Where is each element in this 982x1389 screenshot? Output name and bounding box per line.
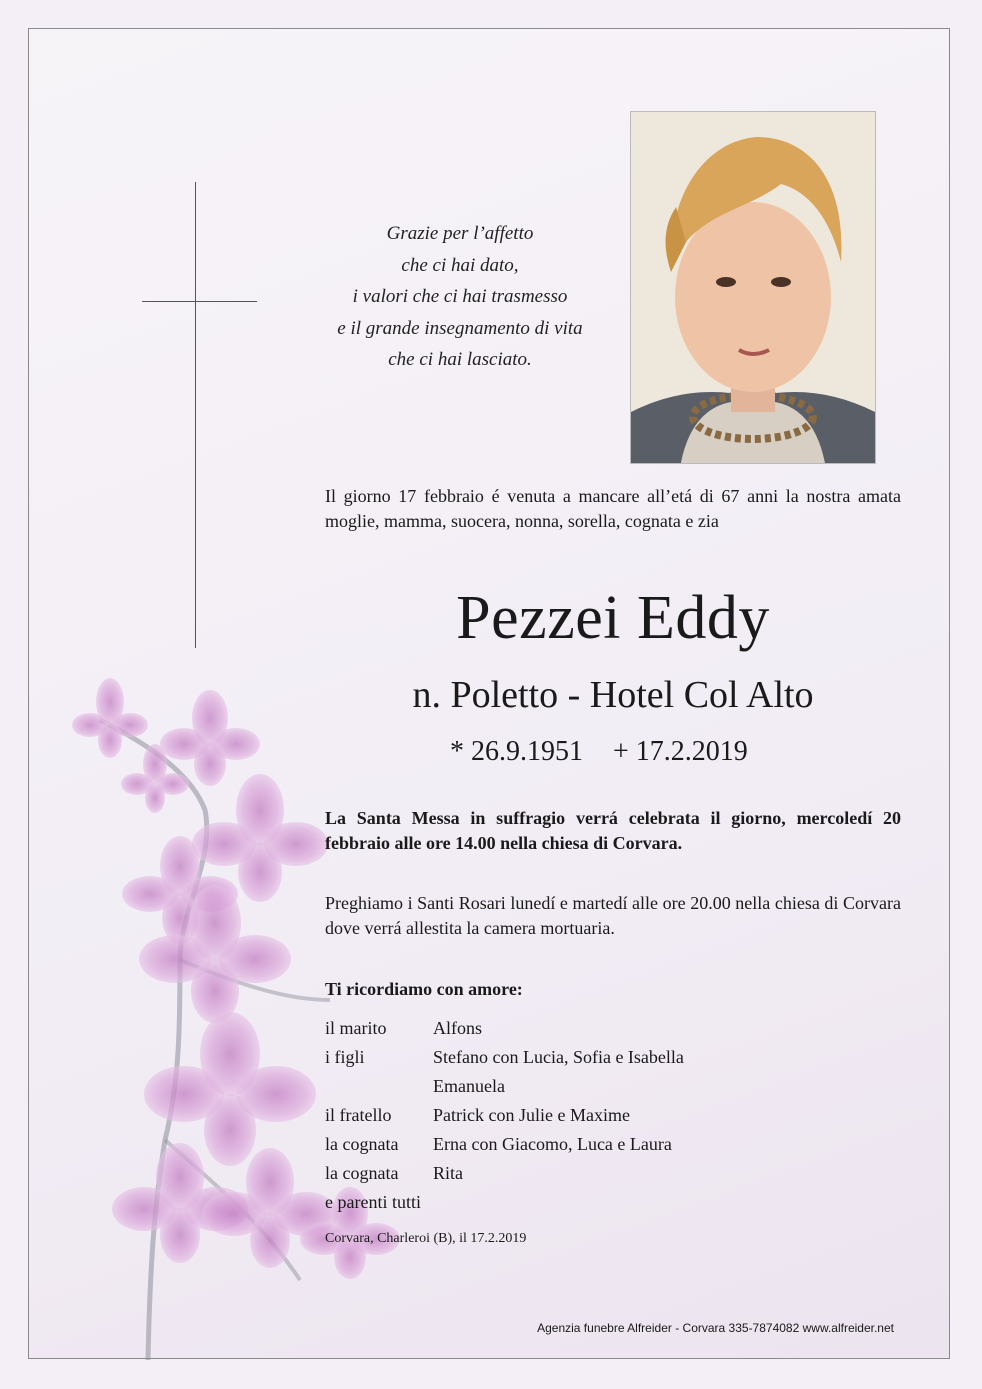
poem-line: che ci hai dato, <box>401 254 519 276</box>
poem-line: i valori che ci hai trasmesso <box>352 286 568 307</box>
poem-line: che ci hai lasciato. <box>388 349 532 370</box>
poem <box>300 218 620 376</box>
family-names: Patrick con Julie e Maxime <box>433 1105 630 1125</box>
family-names: Erna con Giacomo, Luca e Laura <box>433 1134 672 1154</box>
mass-announcement: La Santa Messa in suffragio verrá celebrata il giorno, mercoledí 20 febbraio alle ore 14.00 nella chiesa di Corvara. <box>325 808 901 853</box>
family-relation: la cognata <box>325 1163 399 1183</box>
family-names: Alfons <box>433 1018 482 1038</box>
family-names: Stefano con Lucia, Sofia e Isabella <box>433 1047 684 1067</box>
family-names: Emanuela <box>433 1076 505 1096</box>
family-relation: e parenti tutti <box>325 1192 421 1212</box>
deceased-name: Pezzei Eddy <box>456 584 770 652</box>
family-relation: il fratello <box>325 1105 392 1125</box>
family-names: Rita <box>433 1163 463 1183</box>
life-dates <box>450 734 748 770</box>
rosary-announcement: Preghiamo i Santi Rosari lunedí e martedí alle ore 20.00 nella chiesa di Corvara dove verrá allestita la camera mortuaria. <box>325 893 901 938</box>
remember-heading: Ti ricordiamo con amore: <box>325 979 523 999</box>
cross-vertical-bar <box>195 182 196 648</box>
orchid-decoration <box>30 660 430 1360</box>
intro-text: Il giorno 17 febbraio é venuta a mancare all’etá di 67 anni la nostra amata moglie, mamma, suocera, nonna, sorella, cognata e zia <box>325 486 901 531</box>
portrait-photo <box>630 111 876 464</box>
poem-line: Grazie per l’affetto <box>386 223 534 244</box>
cross-horizontal-bar <box>142 301 257 302</box>
funeral-agency-footer: Agenzia funebre Alfreider - Corvara 335-7874082 www.alfreider.net <box>537 1321 894 1335</box>
poem-line: e il grande insegnamento di vita <box>337 317 583 339</box>
birth-date: * 26.9.1951 <box>450 736 583 767</box>
maiden-name-subtitle: n. Poletto - Hotel Col Alto <box>412 674 814 716</box>
family-relation: i figli <box>325 1047 365 1067</box>
family-relation: il marito <box>325 1018 387 1038</box>
place-date: Corvara, Charleroi (B), il 17.2.2019 <box>325 1231 527 1246</box>
family-relation: la cognata <box>325 1134 399 1154</box>
death-date: + 17.2.2019 <box>613 736 748 767</box>
